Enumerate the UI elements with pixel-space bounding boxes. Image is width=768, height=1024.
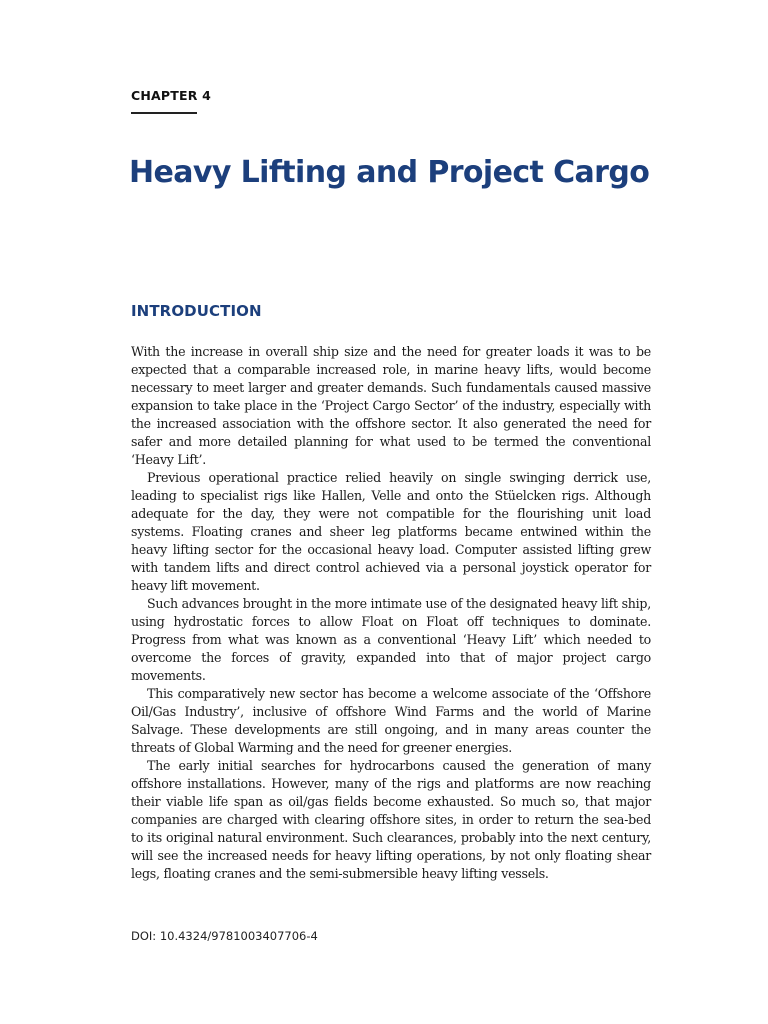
paragraph-1: With the increase in overall ship size and the need for greater loads it was to be expected that a comparable increased role, in marine heavy lifts, would become necessary to meet larger and greater demands. Such fundamentals caused massive expansion to take place in the ‘Project Cargo Sector’ of the industry, especially with the increased association with the offshore sector. It also generated the need for safer and more detailed planning for what used to be termed the conventional ‘Heavy Lift’. [131,344,651,467]
doi-reference: DOI: 10.4324/9781003407706-4 [131,929,318,943]
paragraph-3: Such advances brought in the more intimate use of the designated heavy lift ship, using hydrostatic forces to allow Float on Float off techniques to dominate. Progress from what was known as a conventional ‘Heavy Lift’ which needed to overcome the forces of gravity, expanded into that of major project cargo movements. [131,596,651,683]
section-heading: INTRODUCTION [131,302,262,320]
chapter-label: CHAPTER 4 [131,88,212,103]
paragraph-5: The early initial searches for hydrocarbons caused the generation of many offshore installations. However, many of the rigs and platforms are now reaching their viable life span as oil/gas fields become exhausted. So much so, that major companies are charged with clearing offshore sites, in order to return the sea-bed to its original natural environment. Such clearances, probably into the next century, will see the increased needs for heavy lifting operations, by not only floating shear legs, floating cranes and the semi-submersible heavy lifting vessels. [131,758,651,881]
paragraph-2: Previous operational practice relied heavily on single swinging derrick use, leading to specialist rigs like Hallen, Velle and onto the Stüelcken rigs. Although adequate for the day, they were not compatible for the flourishing unit load systems. Floating cranes and sheer leg platforms became entwined within the heavy lifting sector for the occasional heavy load. Computer assisted lifting grew with tandem lifts and direct control achieved via a personal joystick operator for heavy lift movement. [131,470,651,593]
paragraph-4: This comparatively new sector has become a welcome associate of the ‘Offshore Oil/Gas Industry’, inclusive of offshore Wind Farms and the world of Marine Salvage. These developments are still ongoing, and in many areas counter the threats of Global Warming and the need for greener energies. [131,686,651,755]
body-text [131,343,651,883]
chapter-title: Heavy Lifting and Project Cargo [129,155,650,190]
chapter-divider [131,112,197,114]
